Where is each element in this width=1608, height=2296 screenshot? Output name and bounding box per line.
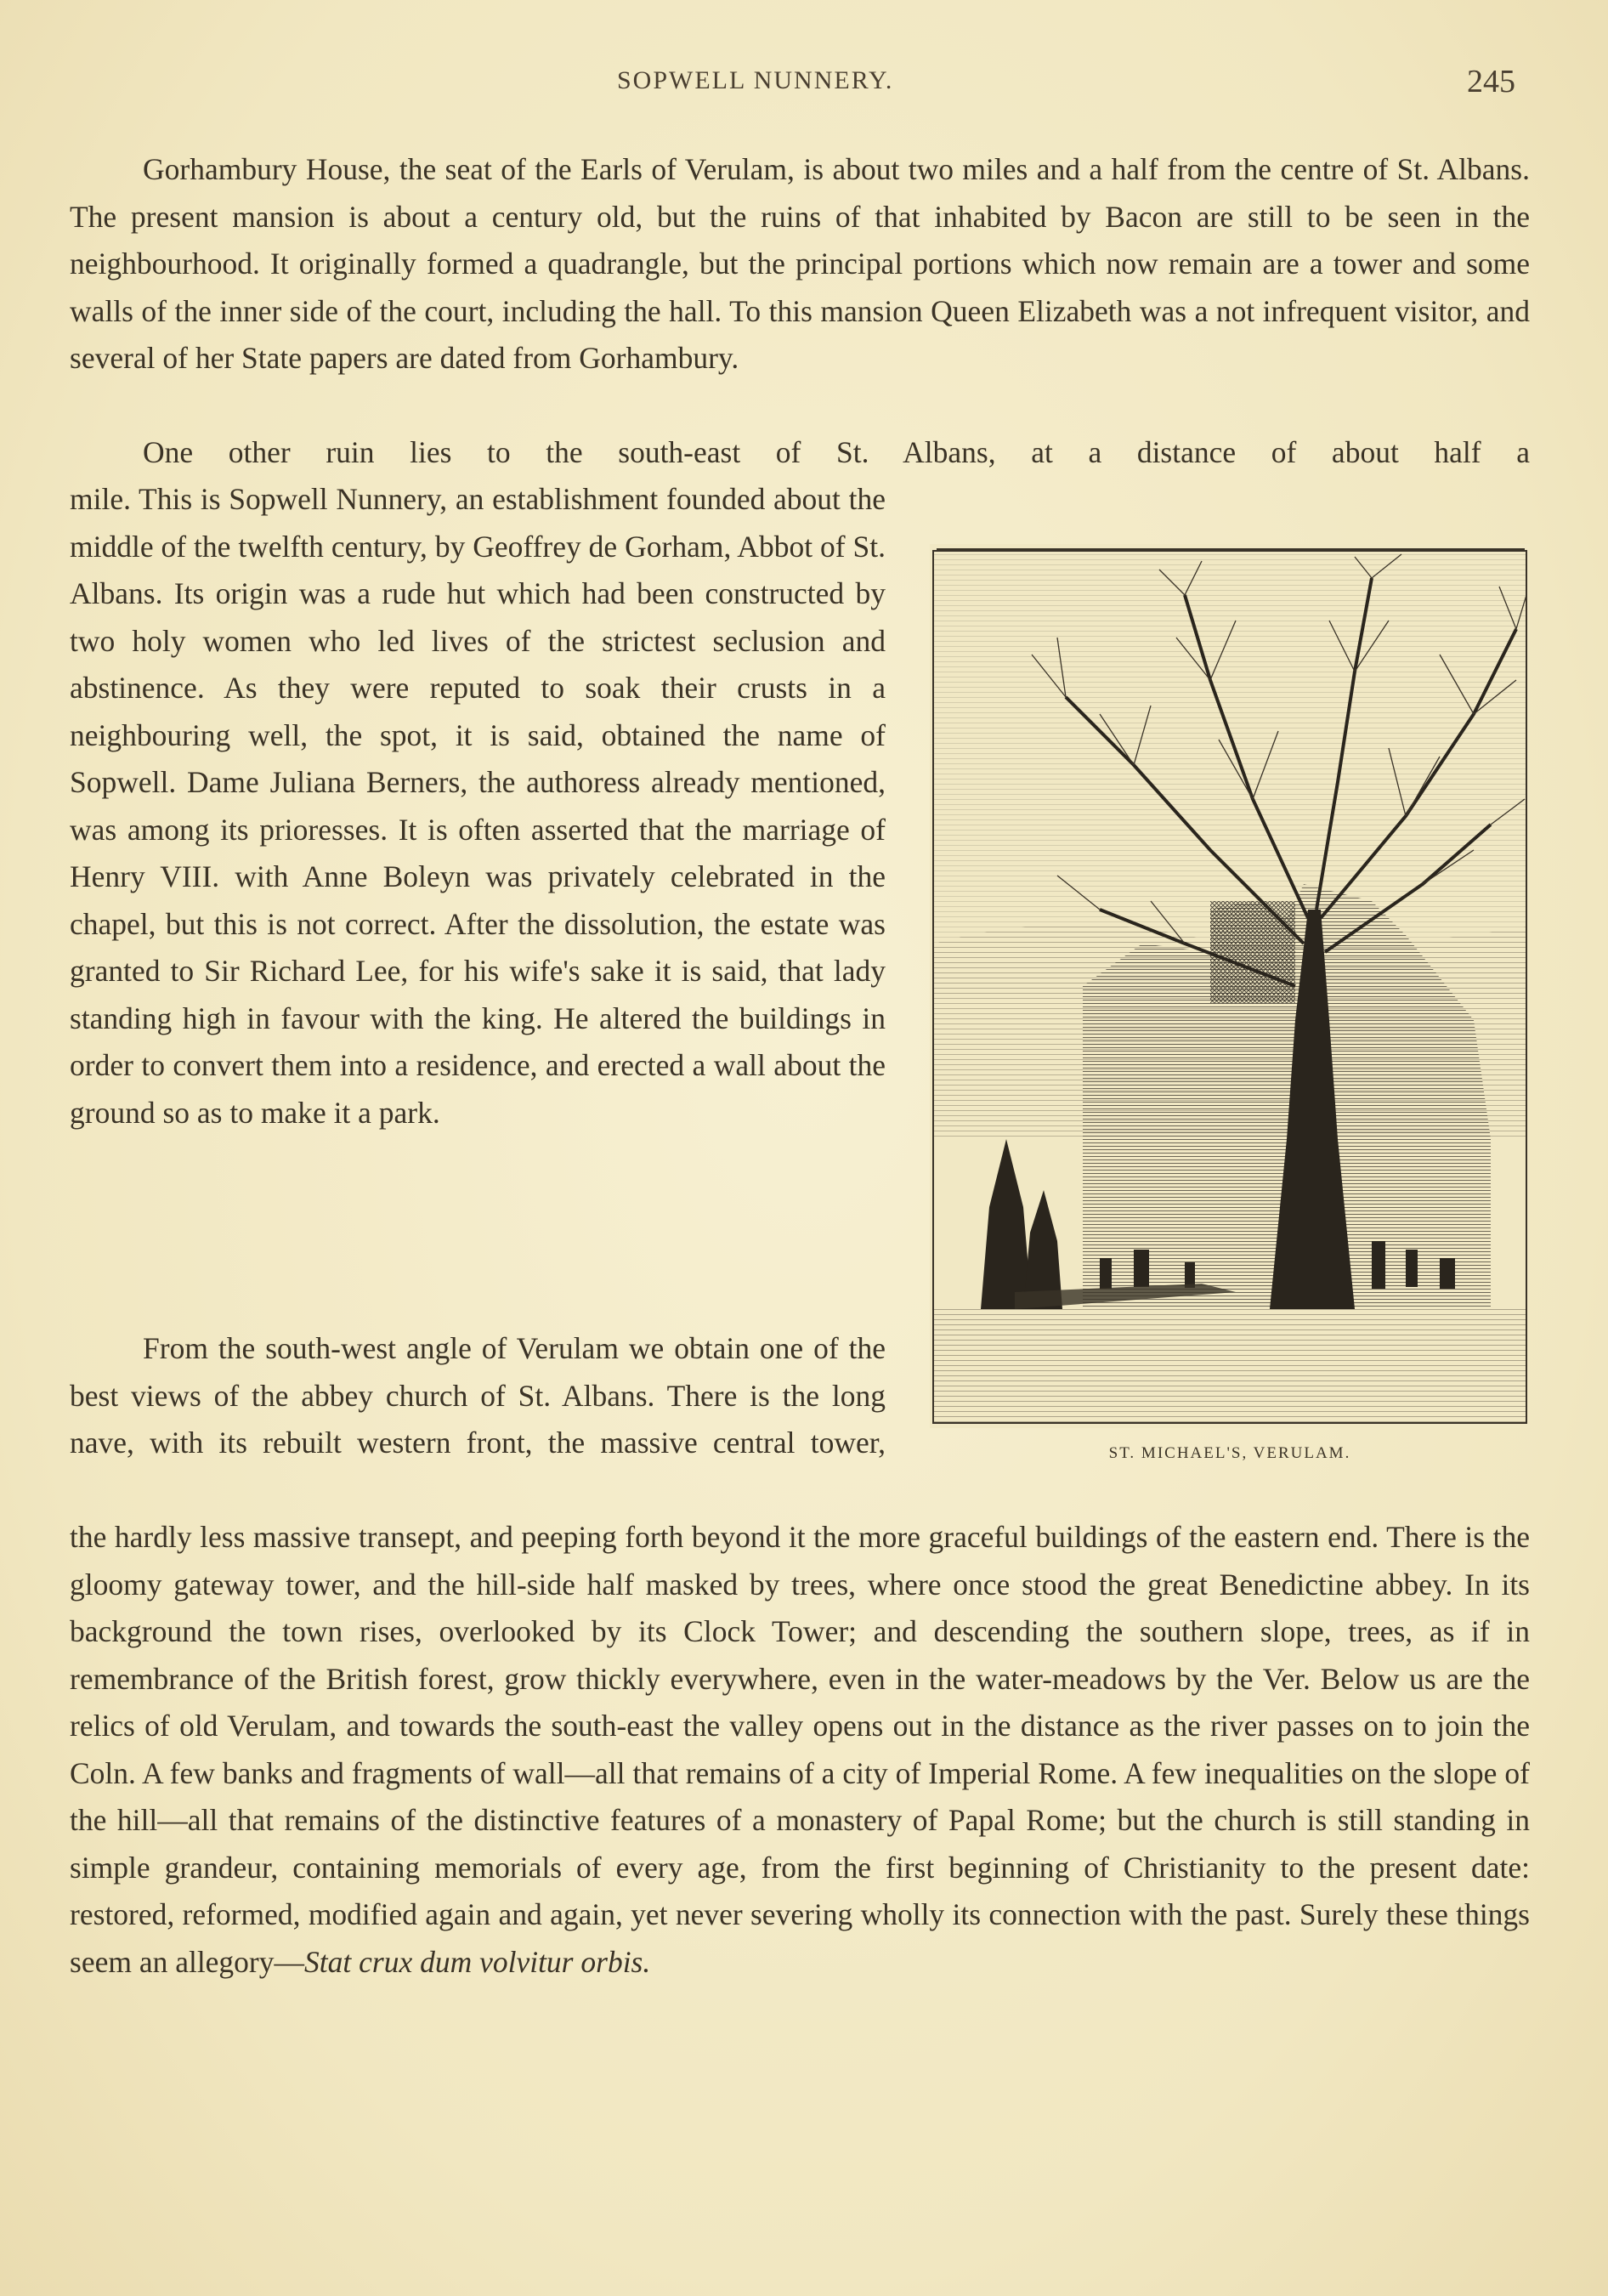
paragraph-verulam-view-text: the hardly less massive transept, and peeping forth beyond it the more graceful buildings of the eastern end. There is the gloomy gateway tower, and the hill-side half masked by trees, where once stood the great Benedictine abbey. In its background the town rises, overlooked by its Clock Tower; and descending the southern slope, trees, as if in remembrance of the British forest, grow thickly everywhere, even in the water-meadows by the Ver. Below us are the relics of old Verulam, and towards the south-east the valley opens out in the distance as the river passes on to join the Coln. A few banks and fragments of wall—all that remains of a city of Imperial Rome. A few inequalities on the slope of the hill—all that remains of the distinctive features of a monastery of Papal Rome; but the church is still standing in simple grandeur, containing memorials of every age, from the first beginning of Christianity to the present date: restored, reformed, modified again and again, yet never severing wholly its connection with the past. Surely these things seem an allegory— [70,1520,1530,1979]
paragraph-verulam-view-start: From the south-west angle of Verulam we obtain one of the best views of the abbey church of St. Albans. There is the long nave, with its rebuilt western front, the massive central tower, [70,1331,886,1460]
paragraph-gorhambury: Gorhambury House, the seat of the Earls of Verulam, is about two miles and a half from the centre of St. Albans. The present mansion is about a century old, but the ruins of that inhabited by Bacon are still to be seen in the neighbourhood. It originally formed a quadrangle, but the principal portions which now remain are a tower and some walls of the inner side of the court, including the hall. To this mansion Queen Elizabeth was a not infrequent visitor, and several of her State papers are dated from Gorhambury. [70,152,1530,375]
page-number: 245 [1467,64,1515,99]
paragraph-sopwell: mile. This is Sopwell Nunnery, an establishment founded about the middle of the twelfth century, by Geoffrey de Gorham, Abbot of St. Albans. Its origin was a rude hut which had been constructed by two holy women who led lives of the strictest seclusion and abstinence. As they were reputed to soak their crusts in a neighbouring well, the spot, it is said, obtained the name of Sopwell. Dame Juliana Berners, the authoress already mentioned, was among its prioresses. It is often asserted that the marriage of Henry VIII. with Anne Boleyn was privately celebrated in the chapel, but this is not correct. After the dissolution, the estate was granted to Sir Richard Lee, for his wife's sake it is said, that lady standing high in favour with the king. He altered the buildings in order to convert them into a residence, and erected a wall about the ground so as to make it a park. [70,482,886,1130]
paragraph-verulam-view [70,1514,1530,1986]
running-head [0,66,1608,100]
church-illustration [930,544,1530,1428]
running-title: SOPWELL NUNNERY. [617,66,894,94]
figure-caption: ST. MICHAEL'S, VERULAM. [1108,1444,1351,1462]
latin-motto: Stat crux dum volvitur orbis. [304,1944,651,1979]
paragraph-sopwell-first-line: One other ruin lies to the south-east of St. Albans, at a distance of about half a [143,435,1530,469]
church-engraving-icon [930,544,1530,1428]
